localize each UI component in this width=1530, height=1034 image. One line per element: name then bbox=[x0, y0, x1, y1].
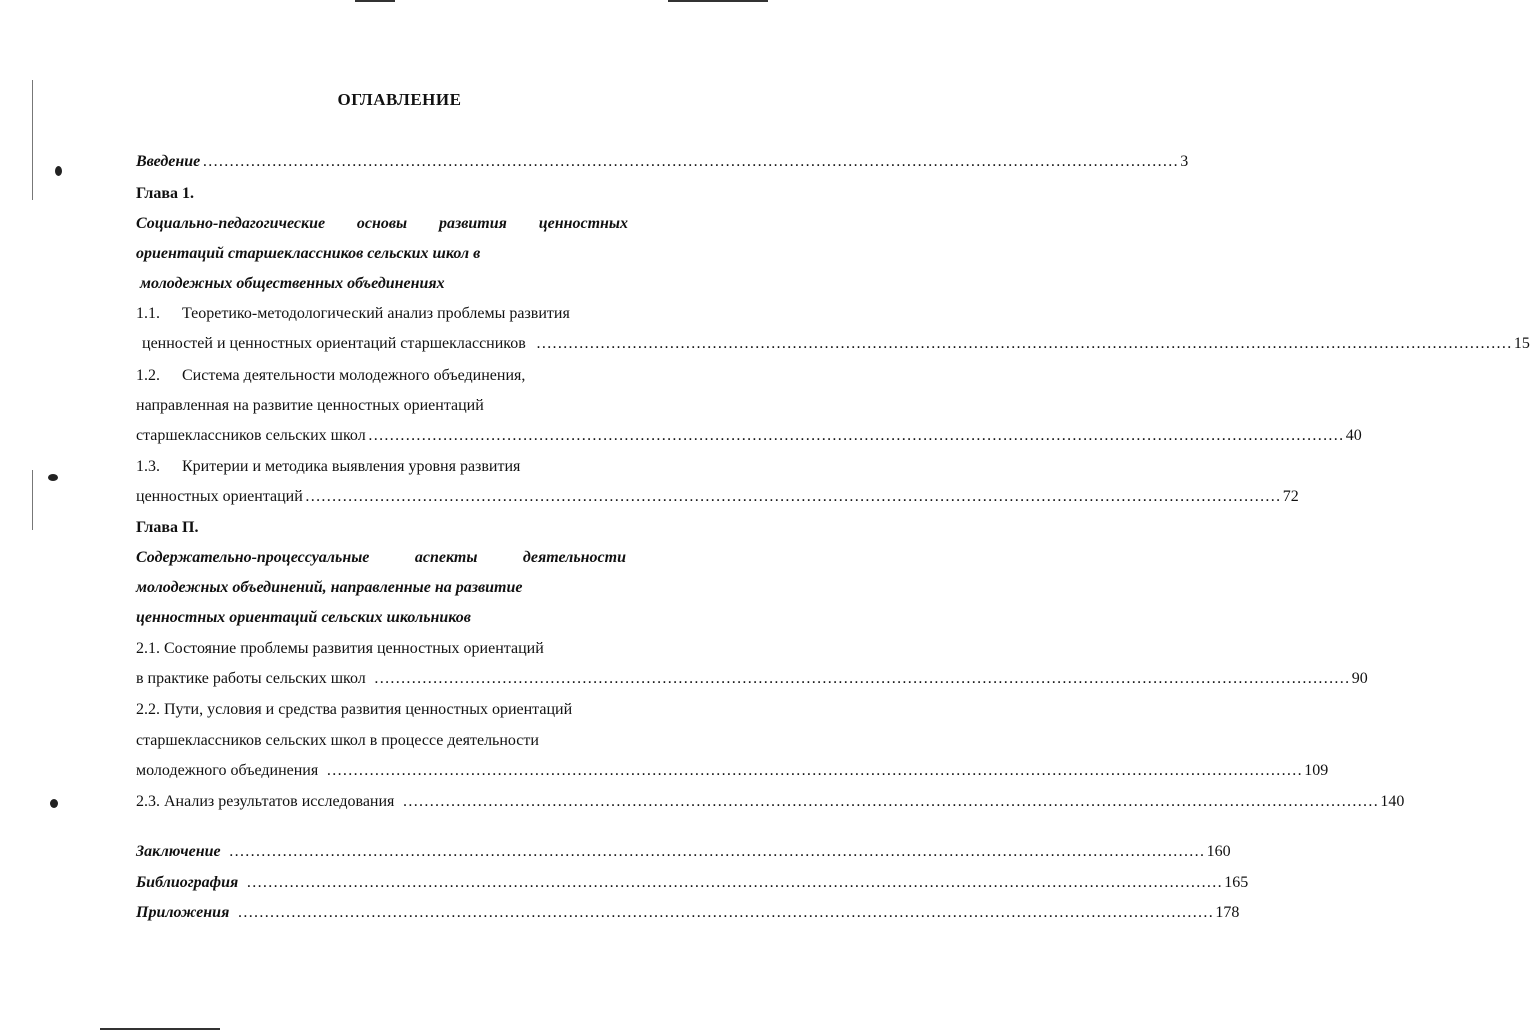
toc-page: 109 bbox=[1304, 762, 1329, 779]
toc-page: 160 bbox=[1206, 843, 1231, 860]
toc-leader: ………………………………………………………………………………………………………………………………………………………………… bbox=[367, 427, 1344, 444]
toc-label: Приложения bbox=[136, 904, 230, 921]
toc-entry-2-2-cont: старшеклассников сельских школ в процессе деятельности bbox=[136, 732, 539, 749]
scan-artifact-mark-3 bbox=[50, 799, 58, 808]
toc-entry-2-2: 2.2. Пути, условия и средства развития ценностных ориентаций bbox=[136, 701, 573, 718]
toc-entry-bibliography bbox=[136, 873, 1249, 893]
toc-label: молодежного объединения bbox=[136, 762, 319, 779]
toc-label: Заключение bbox=[136, 843, 221, 860]
chapter-title-line: молодежных объединений, направленные на развитие bbox=[136, 579, 523, 596]
toc-entry-1-3 bbox=[136, 457, 520, 477]
toc-label: Введение bbox=[136, 153, 201, 170]
scan-artifact-top-left bbox=[355, 0, 395, 2]
chapter-title-line: ориентаций старшеклассников сельских школ в bbox=[136, 245, 481, 262]
section-title: Теоретико-методологический анализ проблемы развития bbox=[182, 305, 570, 322]
section-number: 1.3. bbox=[136, 458, 160, 475]
scan-artifact-top-right bbox=[668, 0, 768, 2]
toc-page: 40 bbox=[1345, 427, 1362, 444]
toc-page: 3 bbox=[1180, 153, 1189, 170]
toc-entry-1-2 bbox=[136, 366, 525, 386]
toc-leader: ………………………………………………………………………………………………………………………………………………………………… bbox=[535, 335, 1512, 352]
toc-entry-intro bbox=[136, 152, 1189, 172]
chapter-title-word: основы bbox=[356, 215, 408, 232]
toc-entry-2-1-end bbox=[136, 669, 1368, 689]
toc-leader: ………………………………………………………………………………………………………………………………………………………………… bbox=[326, 762, 1303, 779]
chapter-title-word: Социально-педагогические bbox=[136, 215, 326, 232]
chapter-title-line: молодежных общественных объединениях bbox=[140, 275, 445, 292]
toc-label: 2.3. Анализ результатов исследования bbox=[136, 793, 395, 810]
toc-entry-2-2-end bbox=[136, 761, 1329, 781]
toc-label: ценностных ориентаций bbox=[136, 488, 303, 505]
toc-leader: ………………………………………………………………………………………………………………………………………………………………… bbox=[246, 874, 1223, 891]
chapter-title-word: Содержательно-процессуальные bbox=[136, 549, 370, 566]
chapter-title bbox=[136, 548, 626, 568]
toc-leader: ………………………………………………………………………………………………………………………………………………………………… bbox=[402, 793, 1379, 810]
page-title: ОГЛАВЛЕНИЕ bbox=[337, 90, 462, 109]
chapter-heading: Глава П. bbox=[136, 519, 199, 536]
toc-page: 90 bbox=[1351, 670, 1368, 687]
toc-label: старшеклассников сельских школ bbox=[136, 427, 366, 444]
scan-artifact-margin-line-2 bbox=[32, 470, 33, 530]
toc-label: ценностей и ценностных ориентаций старшеклассников bbox=[142, 335, 526, 352]
toc-leader: ………………………………………………………………………………………………………………………………………………………………… bbox=[304, 488, 1281, 505]
toc-leader: ………………………………………………………………………………………………………………………………………………………………… bbox=[228, 843, 1205, 860]
toc-entry-1-3-end bbox=[136, 487, 1299, 507]
scan-artifact-mark-2 bbox=[48, 474, 58, 481]
toc-entry-1-1-cont bbox=[142, 334, 1530, 354]
toc-entry-1-2-cont: направленная на развитие ценностных ориентаций bbox=[136, 397, 484, 414]
toc-leader: ………………………………………………………………………………………………………………………………………………………………… bbox=[237, 904, 1214, 921]
toc-entry-appendices bbox=[136, 903, 1240, 923]
section-title: Система деятельности молодежного объединения, bbox=[182, 367, 526, 384]
chapter-heading: Глава 1. bbox=[136, 185, 194, 202]
toc-leader: ………………………………………………………………………………………………………………………………………………………………… bbox=[202, 153, 1179, 170]
toc-page: 15 bbox=[1513, 335, 1530, 352]
toc-leader: ………………………………………………………………………………………………………………………………………………………………… bbox=[373, 670, 1350, 687]
toc-entry-1-2-end bbox=[136, 426, 1362, 446]
chapter-title-word: развития bbox=[438, 215, 507, 232]
chapter-title-word: аспекты bbox=[414, 549, 478, 566]
scan-artifact-bottom bbox=[100, 1028, 220, 1030]
toc-label: в практике работы сельских школ bbox=[136, 670, 366, 687]
chapter-title-word: деятельности bbox=[522, 549, 626, 566]
chapter-title-word: ценностных bbox=[538, 215, 628, 232]
section-number: 1.1. bbox=[136, 305, 160, 322]
toc-page: 165 bbox=[1224, 874, 1249, 891]
section-number: 1.2. bbox=[136, 367, 160, 384]
toc-label: Библиография bbox=[136, 874, 239, 891]
chapter-title bbox=[136, 214, 628, 234]
toc-entry-conclusion bbox=[136, 842, 1231, 862]
toc-entry-1-1 bbox=[136, 304, 570, 324]
section-title: Критерии и методика выявления уровня развития bbox=[182, 458, 521, 475]
scan-artifact-mark-1 bbox=[55, 166, 62, 176]
toc-page: 178 bbox=[1215, 904, 1240, 921]
toc-entry-2-3 bbox=[136, 792, 1405, 812]
chapter-title-line: ценностных ориентаций сельских школьников bbox=[136, 609, 471, 626]
toc-entry-2-1: 2.1. Состояние проблемы развития ценностных ориентаций bbox=[136, 640, 544, 657]
toc-page: 72 bbox=[1282, 488, 1299, 505]
toc-page: 140 bbox=[1380, 793, 1405, 810]
